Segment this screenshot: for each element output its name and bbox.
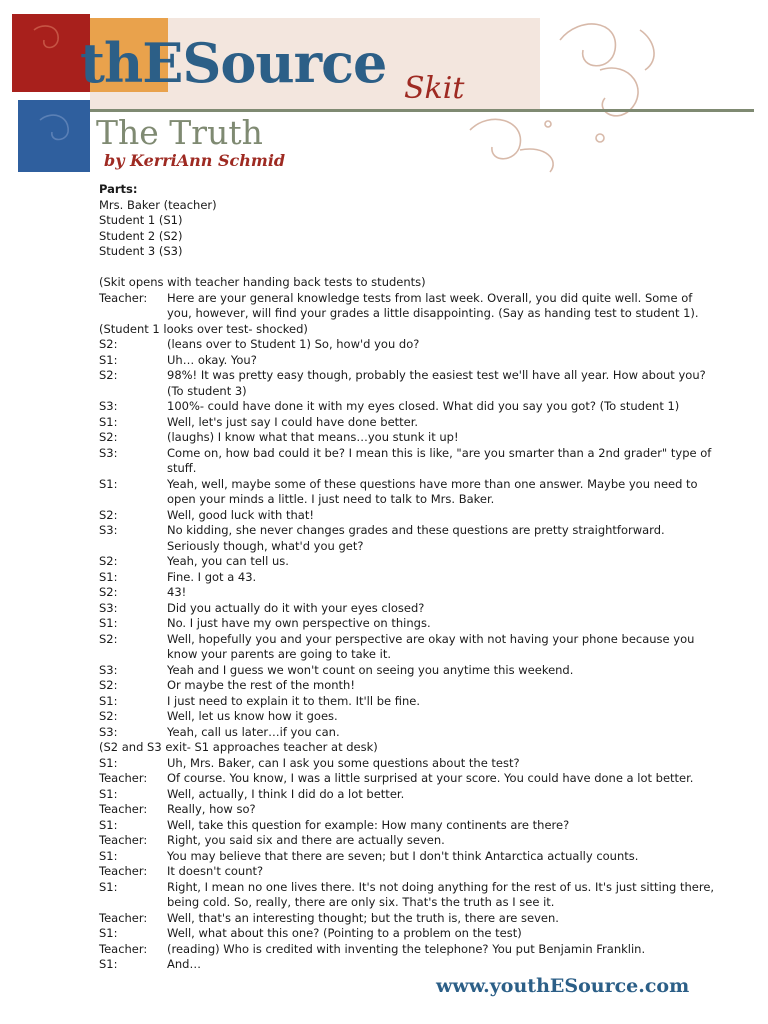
dialogue-line [99,353,719,369]
speaker-label: S1: [99,957,118,971]
dialogue-line [99,957,719,973]
dialogue-text: Uh… okay. You? [167,352,257,367]
spacer [99,260,719,276]
speaker-label: S2: [99,678,118,692]
dialogue-text: I just need to explain it to them. It'll be fine. [167,693,420,708]
dialogue-line [99,802,719,818]
speaker-label: S3: [99,523,118,537]
dialogue-line [99,337,719,353]
speaker-label: S1: [99,352,118,367]
dialogue-text: And… [167,957,201,971]
author-byline: by KerriAnn Schmid [104,151,286,170]
dialogue-text: Did you actually do it with your eyes closed? [167,600,425,615]
dialogue-line [99,570,719,586]
speaker-label: Teacher: [99,864,148,878]
dialogue-line [99,725,719,741]
dialogue-line [99,787,719,803]
dialogue-line [99,849,719,865]
dialogue-line [99,818,719,834]
brand-skit-label: Skit [404,71,465,106]
dialogue-line [99,709,719,725]
dialogue-text: Yeah and I guess we won't count on seeing you anytime this weekend. [167,662,574,677]
dialogue-text: Uh, Mrs. Baker, can I ask you some questions about the test? [167,755,520,770]
parts-list [99,198,719,260]
dialogue-text: Right, you said six and there are actually seven. [167,833,445,847]
dialogue-line [99,415,719,431]
dialogue-text: No. I just have my own perspective on things. [167,616,431,630]
dialogue-line [99,430,719,446]
speaker-label: Teacher: [99,833,148,847]
dialogue-text: Well, actually, I think I did do a lot better. [167,786,405,801]
speaker-label: S2: [99,507,118,522]
brand-logo: thESource [80,31,387,95]
page-title: The Truth [96,113,263,152]
dialogue-line [99,616,719,632]
dialogue-line [99,322,719,338]
speaker-label: S1: [99,879,118,894]
speaker-label: S1: [99,693,118,708]
page-header [0,0,768,180]
dialogue-text: Well, hopefully you and your perspective are okay with not having your phone because you know your parents are going to take it. [167,631,695,661]
dialogue-line [99,926,719,942]
speaker-label: S1: [99,616,118,630]
speaker-label: S2: [99,368,118,382]
speaker-label: S2: [99,709,118,723]
dialogue-line [99,678,719,694]
speaker-label: S1: [99,476,118,491]
dialogue-line [99,740,719,756]
dialogue-line [99,291,719,322]
dialogue-line [99,508,719,524]
dialogue-text: Well, take this question for example: How many continents are there? [167,817,570,832]
speaker-label: S3: [99,724,118,739]
dialogue-text: (Skit opens with teacher handing back tests to students) [99,275,426,289]
dialogue-text: Well, that's an interesting thought; but the truth is, there are seven. [167,910,559,925]
speaker-label: S3: [99,445,118,460]
speaker-label: S1: [99,848,118,863]
script-body [99,182,719,973]
speaker-label: S2: [99,430,118,444]
dialogue-line [99,833,719,849]
dialogue-text: 100%- could have done it with my eyes closed. What did you say you got? (To student 1) [167,399,680,413]
dialogue-text: You may believe that there are seven; but I don't think Antarctica actually counts. [167,848,639,863]
speaker-label: S3: [99,600,118,615]
dialogue-text: (reading) Who is credited with inventing the telephone? You put Benjamin Franklin. [167,941,646,956]
dialogue-text: 43! [167,585,187,599]
dialogue-text: Yeah, well, maybe some of these questions have more than one answer. Maybe you need to open your minds a little. I just need to talk to Mrs. Baker. [167,476,698,506]
dialogue-line [99,911,719,927]
dialogue-text: (laughs) I know what that means…you stunk it up! [167,430,459,444]
dialogue-line [99,477,719,508]
dialogue-line [99,368,719,399]
dialogue-line [99,694,719,710]
speaker-label: Teacher: [99,802,148,816]
dialogue-text: It doesn't count? [167,864,264,878]
dialogue-text: 98%! It was pretty easy though, probably the easiest test we'll have all year. How about you? (To student 3) [167,368,706,398]
part-item: Student 1 (S1) [99,213,183,227]
dialogue-text: (leans over to Student 1) So, how'd you do? [167,337,420,351]
speaker-label: Teacher: [99,941,148,956]
dialogue-line [99,523,719,554]
speaker-label: S3: [99,662,118,677]
dialogue-text: Right, I mean no one lives there. It's not doing anything for the rest of us. It's just sitting there, being cold. So, really, there are only six. That's the truth as I see it. [167,879,715,909]
dialogue-line [99,585,719,601]
dialogue-text: Of course. You know, I was a little surprised at your score. You could have done a lot better. [167,771,694,785]
dialogue-text: Well, let's just say I could have done better. [167,414,419,429]
dialogue-text: Well, good luck with that! [167,507,314,522]
speaker-label: S1: [99,755,118,770]
dialogue-text: Here are your general knowledge tests from last week. Overall, you did quite well. Some of you, however, will find your grades a little disappointing. (Say as handing test to student 1). [167,290,699,320]
speaker-label: S1: [99,414,118,429]
dialogue-line [99,554,719,570]
dialogue-text: Well, let us know how it goes. [167,709,338,723]
dialogue-line [99,756,719,772]
speaker-label: S1: [99,569,118,584]
speaker-label: S1: [99,926,118,940]
speaker-label: Teacher: [99,290,148,305]
speaker-label: S2: [99,337,118,351]
dialogue-text: Yeah, you can tell us. [167,554,289,568]
part-item: Student 2 (S2) [99,228,183,243]
dialogue-line [99,399,719,415]
dialogue-line [99,864,719,880]
speaker-label: Teacher: [99,771,148,785]
dialogue-text: No kidding, she never changes grades and these questions are pretty straightforward. Seriously though, what'd you get? [167,523,665,553]
dialogue [99,275,719,973]
dialogue-text: (S2 and S3 exit- S1 approaches teacher at desk) [99,740,378,754]
dialogue-text: Yeah, call us later…if you can. [167,724,340,739]
parts-heading: Parts: [99,182,138,196]
dialogue-line [99,275,719,291]
part-item: Mrs. Baker (teacher) [99,197,217,212]
dialogue-text: Fine. I got a 43. [167,569,257,584]
dialogue-text: Come on, how bad could it be? I mean this is like, "are you smarter than a 2nd grader" type of stuff. [167,445,712,475]
dialogue-text: Or maybe the rest of the month! [167,678,355,692]
dialogue-line [99,663,719,679]
dialogue-text: (Student 1 looks over test- shocked) [99,321,308,336]
dialogue-line [99,446,719,477]
speaker-label: S1: [99,786,118,801]
part-item: Student 3 (S3) [99,244,183,258]
footer-website-link[interactable]: www.youthESource.com [436,975,690,997]
speaker-label: S2: [99,554,118,568]
dialogue-line [99,632,719,663]
dialogue-text: Well, what about this one? (Pointing to a problem on the test) [167,926,522,940]
dialogue-text: Really, how so? [167,802,256,816]
speaker-label: S2: [99,585,118,599]
speaker-label: Teacher: [99,910,148,925]
speaker-label: S1: [99,817,118,832]
header-divider [90,109,754,112]
dialogue-line [99,880,719,911]
speaker-label: S3: [99,399,118,413]
speaker-label: S2: [99,631,118,646]
dialogue-line [99,942,719,958]
dialogue-line [99,601,719,617]
dialogue-line [99,771,719,787]
